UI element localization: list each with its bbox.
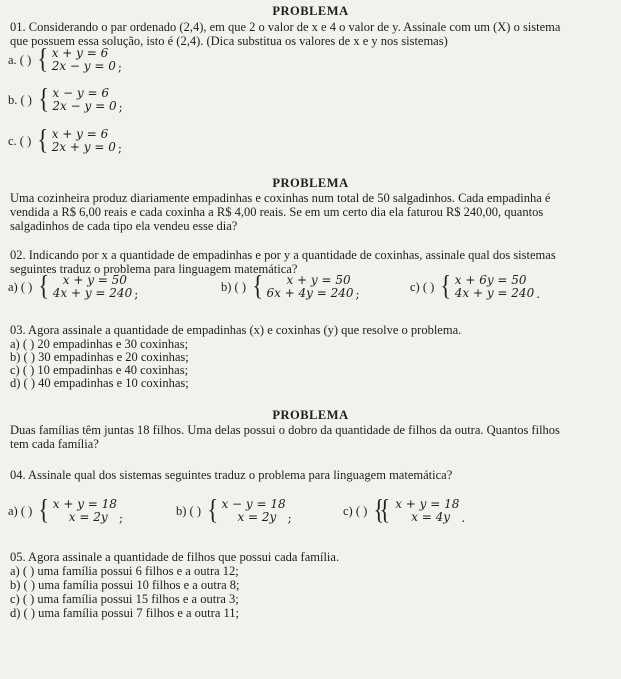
option-label: a) ( ) (8, 504, 33, 518)
q04-option-b[interactable] (176, 497, 292, 525)
punctuation: . (461, 511, 466, 525)
q01-text-line2: que possuem essa solução, isto é (2,4). (Dica substitua os valores de x e y nos sistemas) (10, 34, 448, 48)
section2-title: PROBLEMA (272, 176, 349, 190)
equation: x + y = 6 (51, 46, 109, 60)
q01-text-line1: 01. Considerando o par ordenado (2,4), em que 2 o valor de x e 4 o valor de y. Assinale com um (X) o sistema (10, 20, 561, 34)
option-label: b) ( ) (176, 504, 201, 518)
equation: x + y = 18 (395, 497, 460, 511)
section1-title: PROBLEMA (272, 4, 349, 18)
problem2-text-line2: vendida a R$ 6,00 reais e cada coxinha a R$ 4,00 reais. Se em um certo dia ela faturou R$ 240,00, quantos (10, 205, 544, 219)
brace-icon: { (252, 271, 264, 302)
equation: 6x + 4y = 240 (266, 286, 354, 300)
q01-option-b[interactable] (8, 86, 123, 114)
q03-option-b[interactable]: b) ( ) 30 empadinhas e 20 coxinhas; (10, 350, 189, 364)
equation: x − y = 18 (221, 497, 286, 511)
punctuation: ; (134, 287, 139, 301)
q02-text-line2: seguintes traduz o problema para linguagem matemática? (10, 262, 298, 276)
equation: 2x − y = 0 (52, 99, 117, 113)
brace-icon: {{ (373, 495, 386, 526)
q01-option-a[interactable] (8, 46, 122, 74)
q04-option-a[interactable] (8, 497, 123, 525)
brace-icon: { (37, 125, 49, 156)
q03-title: 03. Agora assinale a quantidade de empadinhas (x) e coxinhas (y) que resolve o problema. (10, 323, 462, 337)
q01-option-c[interactable] (8, 127, 122, 155)
q03-option-c[interactable]: c) ( ) 10 empadinhas e 40 coxinhas; (10, 363, 189, 377)
punctuation: ; (117, 141, 122, 155)
problem3-text-line2: tem cada família? (10, 437, 99, 451)
brace-icon: { (207, 495, 219, 526)
equation: x = 2y (237, 510, 277, 524)
q02-option-a[interactable] (8, 273, 138, 301)
brace-icon: { (440, 271, 452, 302)
option-label: c) ( ) (343, 504, 368, 518)
option-label: b. ( ) (8, 93, 32, 107)
punctuation: ; (117, 60, 122, 74)
equation: x + 6y = 50 (454, 273, 527, 287)
equation: x − y = 6 (52, 86, 109, 100)
q02-option-c[interactable] (410, 273, 540, 301)
section3-title: PROBLEMA (272, 408, 349, 422)
problem3-text-line1: Duas famílias têm juntas 18 filhos. Uma delas possui o dobro da quantidade de filhos da outra. Quantos filhos (10, 423, 560, 437)
equation: x + y = 6 (51, 127, 109, 141)
q02-text-line1: 02. Indicando por x a quantidade de empadinhas e por y a quantidade de coxinhas, assinale qual dos sistemas (10, 248, 556, 262)
problem2-text-line1: Uma cozinheira produz diariamente empadinhas e coxinhas num total de 50 salgadinhos. Cada empadinha é (10, 191, 551, 205)
option-label: b) ( ) (221, 280, 246, 294)
brace-icon: { (38, 84, 50, 115)
q05-option-b[interactable]: b) ( ) uma família possui 10 filhos e a outra 8; (10, 578, 240, 592)
q03-option-d[interactable]: d) ( ) 40 empadinhas e 10 coxinhas; (10, 376, 189, 390)
punctuation: ; (118, 100, 123, 114)
equation: 2x + y = 0 (51, 140, 116, 154)
q04-title: 04. Assinale qual dos sistemas seguintes traduz o problema para linguagem matemática? (10, 468, 453, 482)
option-label: c) ( ) (410, 280, 435, 294)
q05-option-d[interactable]: d) ( ) uma família possui 7 filhos e a outra 11; (10, 606, 239, 620)
equation: 4x + y = 240 (52, 286, 133, 300)
brace-icon: { (38, 271, 50, 302)
q04-option-c[interactable] (343, 497, 465, 525)
equation: x + y = 50 (62, 273, 127, 287)
punctuation: ; (118, 511, 123, 525)
q05-option-a[interactable]: a) ( ) uma família possui 6 filhos e a outra 12; (10, 564, 239, 578)
brace-icon: { (38, 495, 50, 526)
problem2-text-line3: salgadinhos de cada tipo ela vendeu esse dia? (10, 219, 238, 233)
equation: x + y = 50 (286, 273, 351, 287)
option-label: a. ( ) (8, 53, 32, 67)
punctuation: ; (355, 287, 360, 301)
option-label: a) ( ) (8, 280, 33, 294)
equation: x = 4y (411, 510, 451, 524)
brace-icon: { (37, 44, 49, 75)
q03-option-a[interactable]: a) ( ) 20 empadinhas e 30 coxinhas; (10, 337, 189, 351)
option-label: c. ( ) (8, 134, 32, 148)
punctuation: . (536, 287, 541, 301)
q05-title: 05. Agora assinale a quantidade de filhos que possui cada família. (10, 550, 340, 564)
equation: 2x − y = 0 (51, 59, 116, 73)
punctuation: ; (287, 511, 292, 525)
q05-option-c[interactable]: c) ( ) uma família possui 15 filhos e a outra 3; (10, 592, 239, 606)
q02-option-b[interactable] (221, 273, 360, 301)
equation: 4x + y = 240 (454, 286, 535, 300)
equation: x + y = 18 (52, 497, 117, 511)
equation: x = 2y (68, 510, 108, 524)
